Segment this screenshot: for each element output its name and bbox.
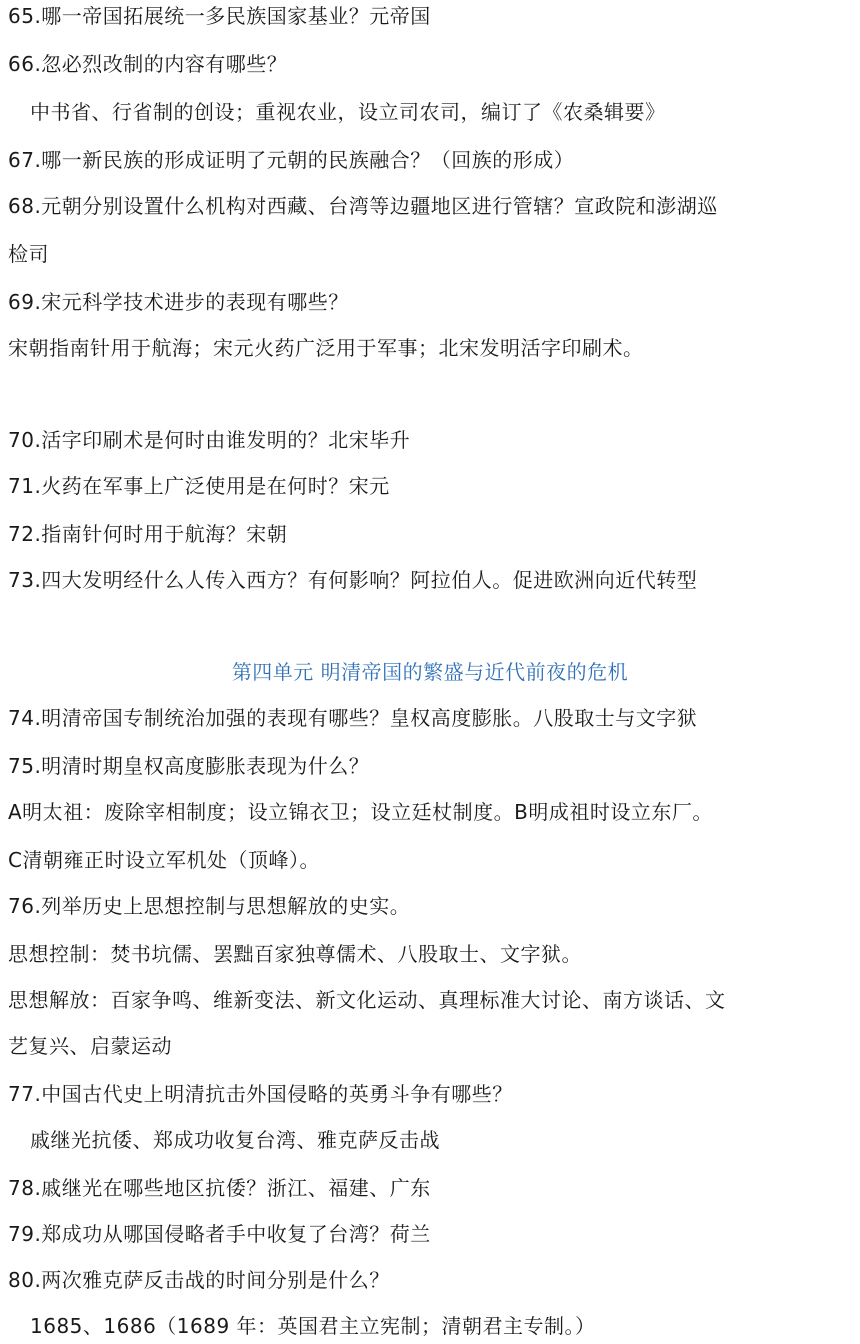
text-line-q76-liberation: 思想解放：百家争鸣、维新变法、新文化运动、真理标准大讨论、南方谈话、文: [8, 988, 726, 1012]
text-line-q69-answer: 宋朝指南针用于航海；宋元火药广泛用于军事；北宋发明活字印刷术。: [8, 336, 644, 360]
text-line-q79: 79.郑成功从哪国侵略者手中收复了台湾？荷兰: [8, 1222, 431, 1246]
text-line-q68-cont: 检司: [8, 242, 49, 266]
text-line-q66-answer: 中书省、行省制的创设；重视农业，设立司农司，编订了《农桑辑要》: [30, 100, 666, 124]
text-line-q75-answer-a: A明太祖：废除宰相制度；设立锦衣卫；设立廷杖制度。B明成祖时设立东厂。: [8, 800, 713, 824]
text-line-q75-answer-c: C清朝雍正时设立军机处（顶峰）。: [8, 848, 320, 872]
text-line-q70: 70.活字印刷术是何时由谁发明的？北宋毕升: [8, 428, 411, 452]
text-line-q69: 69.宋元科学技术进步的表现有哪些？: [8, 290, 349, 314]
text-line-q80-answer: 1685、1686（1689 年：英国君主立宪制；清朝君主专制。）: [30, 1314, 596, 1338]
text-line-q78: 78.戚继光在哪些地区抗倭？浙江、福建、广东: [8, 1176, 431, 1200]
text-line-q76-control: 思想控制：焚书坑儒、罢黜百家独尊儒术、八股取士、文字狱。: [8, 942, 582, 966]
text-line-q77-answer: 戚继光抗倭、郑成功收复台湾、雅克萨反击战: [30, 1128, 440, 1152]
text-line-q67: 67.哪一新民族的形成证明了元朝的民族融合？（回族的形成）: [8, 148, 575, 172]
text-line-q65: 65.哪一帝国拓展统一多民族国家基业？元帝国: [8, 4, 431, 28]
text-line-q76: 76.列举历史上思想控制与思想解放的史实。: [8, 894, 411, 918]
unit-heading: 第四单元 明清帝国的繁盛与近代前夜的危机: [231, 660, 629, 684]
text-line-q77: 77.中国古代史上明清抗击外国侵略的英勇斗争有哪些？: [8, 1082, 513, 1106]
text-line-q72: 72.指南针何时用于航海？宋朝: [8, 522, 288, 546]
text-line-q66: 66.忽必烈改制的内容有哪些？: [8, 52, 288, 76]
text-line-q71: 71.火药在军事上广泛使用是在何时？宋元: [8, 474, 390, 498]
text-line-q73: 73.四大发明经什么人传入西方？有何影响？阿拉伯人。促进欧洲向近代转型: [8, 568, 698, 592]
text-line-q75: 75.明清时期皇权高度膨胀表现为什么？: [8, 754, 370, 778]
text-line-q80: 80.两次雅克萨反击战的时间分别是什么？: [8, 1268, 390, 1292]
text-line-q68: 68.元朝分别设置什么机构对西藏、台湾等边疆地区进行管辖？宣政院和澎湖巡: [8, 194, 718, 218]
text-line-q76-liberation-cont: 艺复兴、启蒙运动: [8, 1034, 172, 1058]
text-line-q74: 74.明清帝国专制统治加强的表现有哪些？皇权高度膨胀。八股取士与文字狱: [8, 706, 698, 730]
